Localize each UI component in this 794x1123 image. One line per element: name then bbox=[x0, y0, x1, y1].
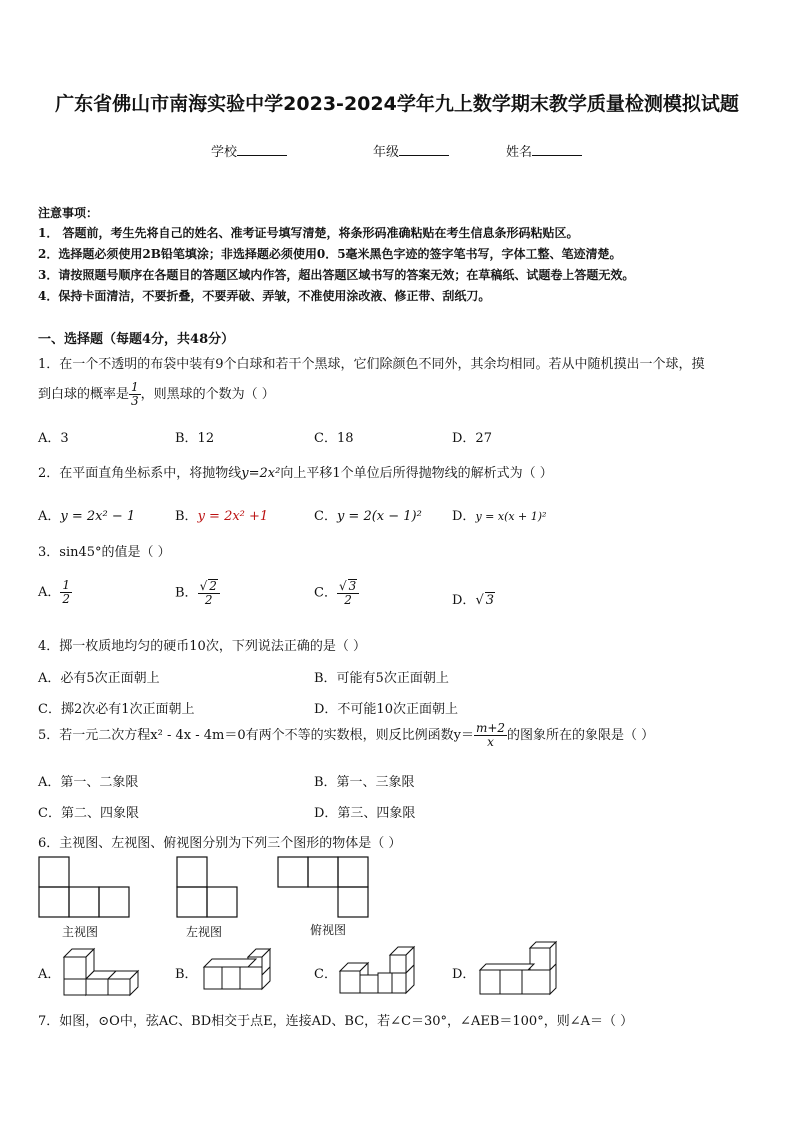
q6-option-a[interactable]: A． bbox=[38, 967, 61, 982]
q6-option-c[interactable]: C． bbox=[314, 967, 337, 982]
school-label: 学校 bbox=[211, 145, 238, 160]
q2-b-label: B． bbox=[175, 509, 198, 524]
notes-heading: 注意事项： bbox=[38, 206, 99, 220]
left-view-figure bbox=[176, 856, 238, 918]
q2-b-expr: y = 2x² +1 bbox=[197, 509, 269, 524]
q5-option-d[interactable]: D．第三、四象限 bbox=[314, 806, 416, 821]
grade-field[interactable] bbox=[373, 141, 449, 160]
q1-post: ，则黑球的个数为（ ） bbox=[140, 387, 275, 403]
q3-c-den: 2 bbox=[344, 593, 352, 608]
section-heading: 一、选择题（每题4分，共48分） bbox=[38, 332, 235, 347]
q5-option-b[interactable]: B．第一、三象限 bbox=[314, 775, 415, 790]
q2-post: 向上平移1个单位后所得抛物线的解析式为（ ） bbox=[280, 466, 553, 481]
q1-den: 3 bbox=[131, 394, 139, 409]
q6-option-a-figure bbox=[62, 943, 138, 999]
grade-label: 年级 bbox=[373, 145, 400, 160]
page-title: 广东省佛山市南海实验中学2023-2024学年九上数学期末教学质量检测模拟试题 bbox=[55, 93, 739, 115]
q3-d-expr: √ 3 bbox=[475, 593, 495, 608]
front-view-label: 主视图 bbox=[62, 925, 99, 939]
note-item: 1． 答题前，考生先将自己的姓名、准考证号填写清楚，将条形码准确粘贴在考生信息条形码粘贴区。 bbox=[38, 226, 579, 240]
q2-option-a[interactable] bbox=[38, 505, 135, 524]
top-view-figure bbox=[277, 856, 369, 918]
note-item: 3．请按照题号顺序在各题目的答题区域内作答，超出答题区域书写的答案无效；在草稿纸、试题卷上答题无效。 bbox=[38, 268, 635, 282]
q2-d-expr: y = x(x + 1)² bbox=[475, 510, 547, 523]
q2-option-b[interactable] bbox=[175, 505, 268, 524]
q3-c-label: C． bbox=[314, 585, 337, 601]
q1-stem-line1: 1．在一个不透明的布袋中装有9个白球和若干个黑球，它们除颜色不同外，其余均相同。若从中随机摸出一个球，摸 bbox=[38, 357, 705, 372]
q1-pre: 到白球的概率是 bbox=[38, 387, 130, 403]
q3-b-fraction bbox=[198, 579, 220, 607]
q3-a-num: 1 bbox=[62, 578, 71, 592]
q3-stem: 3．sin45°的值是（ ） bbox=[38, 545, 171, 560]
name-label: 姓名 bbox=[506, 145, 533, 160]
q1-stem-line2 bbox=[38, 381, 275, 408]
q6-option-c-figure bbox=[338, 943, 418, 999]
q5-pre: 5．若一元二次方程x² - 4x - 4m＝0有两个不等的实数根，则反比例函数y＝ bbox=[38, 728, 474, 744]
q3-d-label: D． bbox=[452, 593, 476, 608]
q2-c-label: C． bbox=[314, 509, 337, 524]
top-view-label: 俯视图 bbox=[310, 923, 347, 937]
q4-option-d[interactable]: D．不可能10次正面朝上 bbox=[314, 702, 458, 717]
q3-c-radicand: 3 bbox=[348, 579, 357, 593]
q4-option-a[interactable]: A．必有5次正面朝上 bbox=[38, 671, 160, 686]
q1-num: 1 bbox=[131, 380, 139, 394]
q7-stem: 7．如图，⊙O中，弦AC、BD相交于点E，连接AD、BC，若∠C＝30°，∠AEB＝100°，则∠A＝（ ） bbox=[38, 1014, 634, 1029]
q6-option-d[interactable]: D． bbox=[452, 967, 476, 982]
q2-a-expr: y = 2x² − 1 bbox=[60, 509, 136, 524]
q6-option-d-figure bbox=[478, 940, 560, 1000]
q2-stem bbox=[38, 462, 553, 481]
q5-post: 的图象所在的象限是（ ） bbox=[507, 728, 655, 744]
q5-option-c[interactable]: C．第二、四象限 bbox=[38, 806, 139, 821]
q3-a-den: 2 bbox=[62, 592, 71, 607]
q1-option-d[interactable]: D．27 bbox=[452, 431, 492, 446]
note-item: 2．选择题必须使用2B铅笔填涂；非选择题必须使用0．5毫米黑色字迹的签字笔书写，字体工整、笔迹清楚。 bbox=[38, 247, 622, 261]
q1-option-a[interactable]: A．3 bbox=[38, 431, 69, 446]
q6-option-b-figure bbox=[202, 945, 278, 995]
q5-fraction bbox=[474, 722, 507, 749]
q3-b-label: B． bbox=[175, 585, 198, 601]
q3-a-label: A． bbox=[38, 585, 61, 601]
q3-c-num: √ 3 bbox=[337, 579, 359, 594]
q3-b-num: √ 2 bbox=[198, 579, 220, 594]
q4-option-b[interactable]: B．可能有5次正面朝上 bbox=[314, 671, 449, 686]
q2-expr: y=2x² bbox=[241, 466, 281, 481]
q6-option-b[interactable]: B． bbox=[175, 967, 198, 982]
q5-stem bbox=[38, 722, 654, 749]
q1-option-b[interactable]: B．12 bbox=[175, 431, 215, 446]
school-field[interactable] bbox=[211, 141, 287, 160]
q2-a-label: A． bbox=[38, 509, 61, 524]
q3-b-radicand: 2 bbox=[209, 579, 217, 593]
q5-num: m+2 bbox=[475, 721, 506, 735]
q5-option-a[interactable]: A．第一、二象限 bbox=[38, 775, 139, 790]
left-view-label: 左视图 bbox=[186, 925, 223, 939]
front-view-figure bbox=[38, 856, 130, 918]
q3-option-b[interactable] bbox=[175, 579, 220, 607]
q2-c-expr: y = 2(x − 1)² bbox=[336, 509, 422, 524]
q6-stem: 6．主视图、左视图、俯视图分别为下列三个图形的物体是（ ） bbox=[38, 836, 402, 851]
q1-option-c[interactable]: C．18 bbox=[314, 431, 354, 446]
q4-option-c[interactable]: C．掷2次必有1次正面朝上 bbox=[38, 702, 195, 717]
q3-option-a[interactable] bbox=[38, 579, 72, 606]
q1-fraction bbox=[129, 381, 141, 408]
q3-a-fraction bbox=[60, 579, 72, 606]
q5-den: x bbox=[487, 735, 494, 750]
name-field[interactable] bbox=[506, 141, 582, 160]
q2-d-label: D． bbox=[452, 509, 476, 524]
q3-option-d[interactable] bbox=[452, 589, 495, 608]
q3-b-den: 2 bbox=[204, 593, 213, 608]
note-item: 4．保持卡面清洁，不要折叠，不要弄破、弄皱，不准使用涂改液、修正带、刮纸刀。 bbox=[38, 289, 491, 303]
q2-option-d[interactable] bbox=[452, 505, 546, 524]
q2-pre: 2．在平面直角坐标系中，将抛物线 bbox=[38, 466, 242, 481]
q3-option-c[interactable] bbox=[314, 579, 359, 607]
q2-option-c[interactable] bbox=[314, 505, 422, 524]
q3-d-radicand: 3 bbox=[485, 593, 495, 608]
q3-c-fraction bbox=[337, 579, 359, 607]
q4-stem: 4．掷一枚质地均匀的硬币10次，下列说法正确的是（ ） bbox=[38, 639, 366, 654]
